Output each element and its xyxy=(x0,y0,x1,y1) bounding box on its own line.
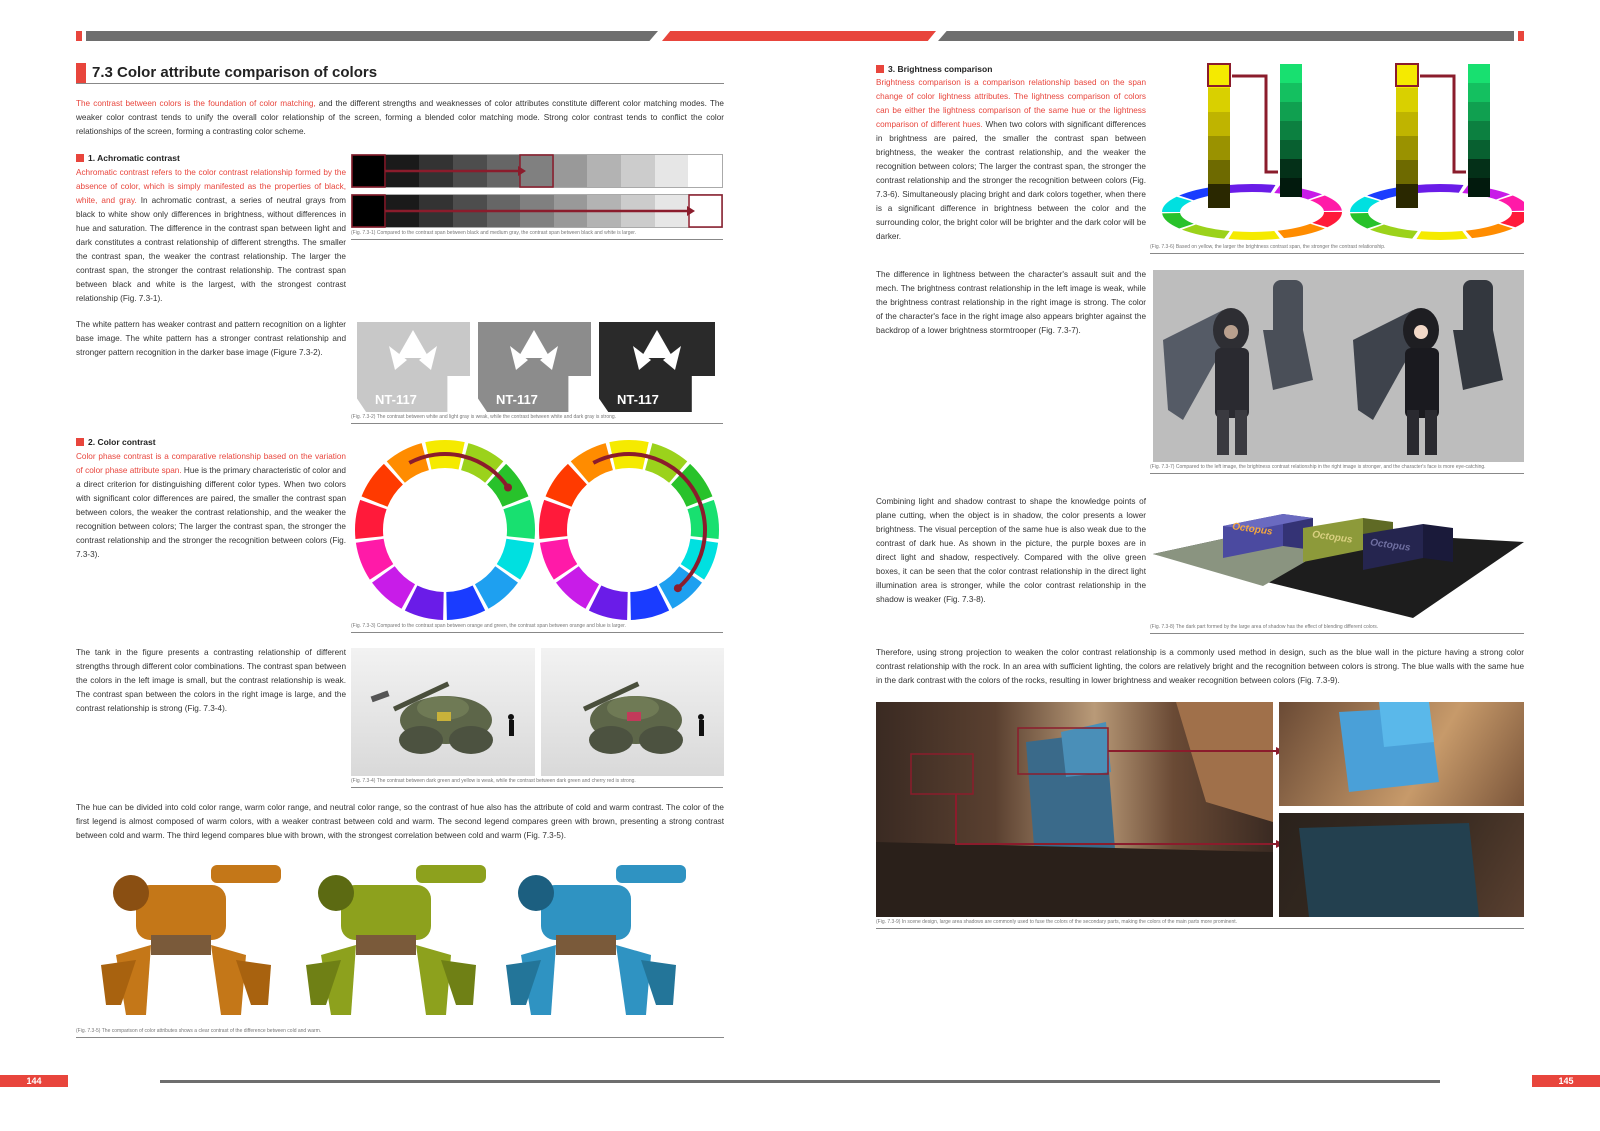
character-image xyxy=(1153,270,1524,462)
tank-image-left xyxy=(351,648,535,776)
mech-orange xyxy=(101,865,281,1015)
hue-ring-left xyxy=(1162,184,1342,240)
shade-cell xyxy=(1208,184,1230,208)
caption-fig-7-3-2: (Fig. 7.3-2) The contrast between white and light gray is weak, while the contrast between white and dark gray is strong. xyxy=(351,414,723,424)
shade-cell xyxy=(1468,83,1490,102)
bright-arrow-left xyxy=(1232,76,1278,172)
shade-cell xyxy=(1468,178,1490,197)
shade-cell xyxy=(1468,140,1490,159)
intro-highlight: The contrast between colors is the foundation of color matching, xyxy=(76,99,316,108)
ring-segment xyxy=(1229,231,1280,240)
gray-scale-arrows xyxy=(351,154,723,230)
mech-blue xyxy=(506,865,686,1015)
shade-cell xyxy=(1468,159,1490,178)
shade-cell xyxy=(1468,102,1490,121)
shade-cell xyxy=(1468,121,1490,140)
plate-label-dark: NT-117 xyxy=(617,392,659,407)
tank-paragraph: The tank in the figure presents a contrasting relationship of different strengths through different color combinations. The contrast span between the colors in the left image is small, but the contrast relationship is weak. The contrast span between the colors in the right image is large, and the contrast relationship is strong (Fig. 7.3-4). xyxy=(76,648,346,713)
shade-cell xyxy=(1396,64,1418,88)
caption-fig-7-3-7: (Fig. 7.3-7) Compared to the left image, the brightness contrast relationship in the right image is stronger, and the character's face is more eye-catching. xyxy=(1150,464,1524,474)
character-right xyxy=(1353,280,1503,455)
wheel-segment xyxy=(503,500,535,539)
color-wheel-left xyxy=(355,440,535,620)
ring-segment xyxy=(1412,184,1463,193)
ring-segment xyxy=(1500,212,1524,227)
section-title: 7.3 Color attribute comparison of colors xyxy=(92,64,378,81)
caption-fig-7-3-4: (Fig. 7.3-4) The contrast between dark green and yellow is weak, while the contrast between dark green and cherry red is strong. xyxy=(351,778,723,788)
shade-cell xyxy=(1280,178,1302,197)
box-label-2: Octopus xyxy=(1311,529,1354,546)
scene-callouts xyxy=(876,702,1286,917)
scene-detail-shadow xyxy=(1279,813,1524,917)
caption-fig-7-3-5: (Fig. 7.3-5) The comparison of color attributes shows a clear contrast of the difference between cold and warm. xyxy=(76,1028,724,1038)
ring-segment xyxy=(1417,231,1468,240)
top-bar-accent-right xyxy=(1518,31,1524,41)
shade-cell xyxy=(1280,140,1302,159)
shade-cell xyxy=(1280,64,1302,83)
ring-segment xyxy=(1466,224,1513,238)
box-illustration xyxy=(1153,506,1524,624)
top-bar-gray-right xyxy=(938,31,1514,41)
ring-segment xyxy=(1182,225,1230,239)
color-contrast-heading: 2. Color contrast xyxy=(76,437,156,447)
scene-paragraph: Therefore, using strong projection to weaken the color contrast relationship is a commonly used method in design, such as the blue wall in the picture having a strong color contrast relationship with the rock. In an area with sufficient lighting, the colors are relatively bright and the recognition between colors is strong. The blue walls with the same hue in the dark contrast with the colors of the rocks, resulting in lower brightness and weaker recognition between colors (Fig. 7.3-9). xyxy=(876,648,1524,685)
shade-cell xyxy=(1208,88,1230,112)
shade-cell xyxy=(1396,88,1418,112)
character-left xyxy=(1163,280,1313,455)
plate-label-light: NT-117 xyxy=(375,392,417,407)
color-wheels xyxy=(351,438,723,622)
caption-fig-7-3-8: (Fig. 7.3-8) The dark part formed by the large area of shadow has the effect of blending different colors. xyxy=(1150,624,1524,634)
pattern-paragraph: The white pattern has weaker contrast and pattern recognition on a lighter base image. The white pattern has a stronger contrast relationship and stronger pattern recognition in the darker base image (Figure 7.3-2). xyxy=(76,320,346,357)
shade-cell xyxy=(1280,102,1302,121)
footer-rule xyxy=(160,1080,1440,1083)
caption-fig-7-3-6: (Fig. 7.3-6) Based on yellow, the larger the brightness contrast span, the stronger the contrast relationship. xyxy=(1150,244,1524,254)
wheel-segment xyxy=(355,500,387,539)
ring-segment xyxy=(1370,225,1418,239)
plate-label-mid: NT-117 xyxy=(496,392,538,407)
green-column-left xyxy=(1280,64,1302,197)
shade-cell xyxy=(1396,112,1418,136)
color-wheel-right xyxy=(539,440,719,620)
ring-segment xyxy=(1350,197,1380,212)
box-label-3: Octopus xyxy=(1369,537,1412,554)
scene-detail-lit xyxy=(1279,702,1524,806)
top-bar-accent-center xyxy=(662,31,936,41)
caption-fig-7-3-9: (Fig. 7.3-9) In scene design, large area shadows are commonly used to fuse the colors of the secondary parts, making the colors of the main parts more prominent. xyxy=(876,919,1524,929)
ring-segment xyxy=(1162,213,1194,228)
shade-cell xyxy=(1396,184,1418,208)
shade-cell xyxy=(1208,136,1230,160)
ring-segment xyxy=(1278,224,1325,238)
ring-segment xyxy=(1224,184,1275,193)
shade-cell xyxy=(1396,136,1418,160)
section-title-block xyxy=(76,62,724,84)
ring-segment xyxy=(1162,197,1192,212)
box-paragraph: Combining light and shadow contrast to shape the knowledge points of plane cutting, when the object is in shadow, the color presents a lower brightness. The visual perception of the same hue is also weak due to the contrast of dark hue. As shown in the picture, the purple boxes are in direct light and shadow, respectively. Compared with the olive green boxes, it can be seen that the color contrast relationship in the direct light illumination area is stronger, while the color contrast relationship in the shadow is weaker (Fig. 7.3-8). xyxy=(876,497,1146,604)
ring-segment xyxy=(1350,213,1382,228)
tank-image-right xyxy=(541,648,724,776)
shade-cell xyxy=(1468,64,1490,83)
hue-paragraph: The hue can be divided into cold color range, warm color range, and neutral color range, so the contrast of hue also has the attribute of cold and warm contrast. The color of the first legend is almost composed of warm colors, with a weaker contrast between cold and warm. The second legend compares green with brown, presenting a strong contrast between cold and warm. The third legend compares blue with brown, with the strongest correlation between cold and warm (Fig. 7.3-5). xyxy=(76,803,724,840)
top-bar-gray-left xyxy=(86,31,658,41)
wheel-arrow-short-head xyxy=(504,484,512,492)
achromatic-paragraph: Achromatic contrast refers to the color contrast relationship formed by the absence of color, which is simply manifested as the properties of black, white, and gray. In achromatic contrast, a series of neutral grays from black to white show only differences in brightness, without differences in hue and saturation. The difference in the contrast span between light and dark constitutes a contrast relationship of different strengths. The smaller the contrast span, the weaker the contrast relationship. The larger the contrast span, the stronger the contrast relationship. The contrast span between black and white is the largest, with the strongest contrast relationship (Fig. 7.3-1). xyxy=(76,168,346,303)
top-bar-accent-left xyxy=(76,31,82,41)
wheel-segment xyxy=(539,500,571,539)
page-number-left: 144 xyxy=(0,1075,68,1087)
ring-segment xyxy=(1312,212,1342,227)
brightness-heading: 3. Brightness comparison xyxy=(876,64,992,74)
mech-illustrations xyxy=(96,855,716,1030)
box-label-1: Octopus xyxy=(1231,521,1274,538)
brightness-paragraph: Brightness comparison is a comparison relationship based on the span change of color lightness attributes. The lightness comparison of colors can be either the lightness comparison of the same hue or the lightness comparison of different hues. When two colors with significant differences in brightness are paired, the smaller the contrast span between brightness, the weaker the contrast relationship, and the weaker the recognition between colors; The larger the contrast span, the stronger the contrast relationship and the stronger the recognition between colors (Fig. 7.3-6). Simultaneously placing bright and dark colors together, when there is a significant difference in brightness between the color and the surrounding color, the bright color will be brighter and the dark color will be darker. xyxy=(876,78,1146,241)
shade-cell xyxy=(1208,112,1230,136)
shade-cell xyxy=(1208,64,1230,88)
intro-text: and the different strengths and weaknesses of color attributes constitute different color matching modes. The weaker color contrast tends to unify the overall color relationship of the screen, forming a blended color matching mode. Strong color contrast tends to conflict the color relationships of the screen, forming a contrasting color scheme. xyxy=(76,99,724,136)
shade-cell xyxy=(1280,159,1302,178)
shade-cell xyxy=(1396,160,1418,184)
character-paragraph: The difference in lightness between the character's assault suit and the mech. The brightness contrast relationship in the left image is weak, while the brightness contrast relationship in the right image is strong. The color of the character's face in the right image also appears brighter against the backdrop of a lower brightness stormtrooper (Fig. 7.3-7). xyxy=(876,270,1146,335)
intro-paragraph xyxy=(76,97,724,139)
green-column-right xyxy=(1468,64,1490,197)
wheel-arrow-long-head xyxy=(674,584,682,592)
bright-arrow-right xyxy=(1420,76,1466,172)
achromatic-heading: 1. Achromatic contrast xyxy=(76,153,180,163)
shade-cell xyxy=(1280,121,1302,140)
shade-cell xyxy=(1280,83,1302,102)
color-contrast-paragraph: Color phase contrast is a comparative relationship based on the variation of color phase attribute span. Hue is the primary characteristic of color and a direct criterion for distinguishing different color types. When two colors with significant color differences are paired, the smaller the contrast span between colors, the weaker the contrast relationship, and the weaker the recognition between colors; The larger the contrast span, the stronger the contrast relationship and the stronger the recognition between colors (Fig. 7.3-3). xyxy=(76,452,346,559)
hue-ring-right xyxy=(1350,184,1524,240)
caption-fig-7-3-3: (Fig. 7.3-3) Compared to the contrast span between orange and green, the contrast span between orange and blue is larger. xyxy=(351,623,723,633)
ring-segment xyxy=(1498,196,1524,211)
caption-fig-7-3-1: (Fig. 7.3-1) Compared to the contrast span between black and medium gray, the contrast span between black and white is larger. xyxy=(351,230,723,240)
mech-green xyxy=(306,865,486,1015)
page-number-right: 145 xyxy=(1532,1075,1600,1087)
brightness-diagram xyxy=(1150,62,1524,246)
section-title-marker xyxy=(76,63,86,83)
shade-cell xyxy=(1208,160,1230,184)
ring-segment xyxy=(1310,196,1342,211)
